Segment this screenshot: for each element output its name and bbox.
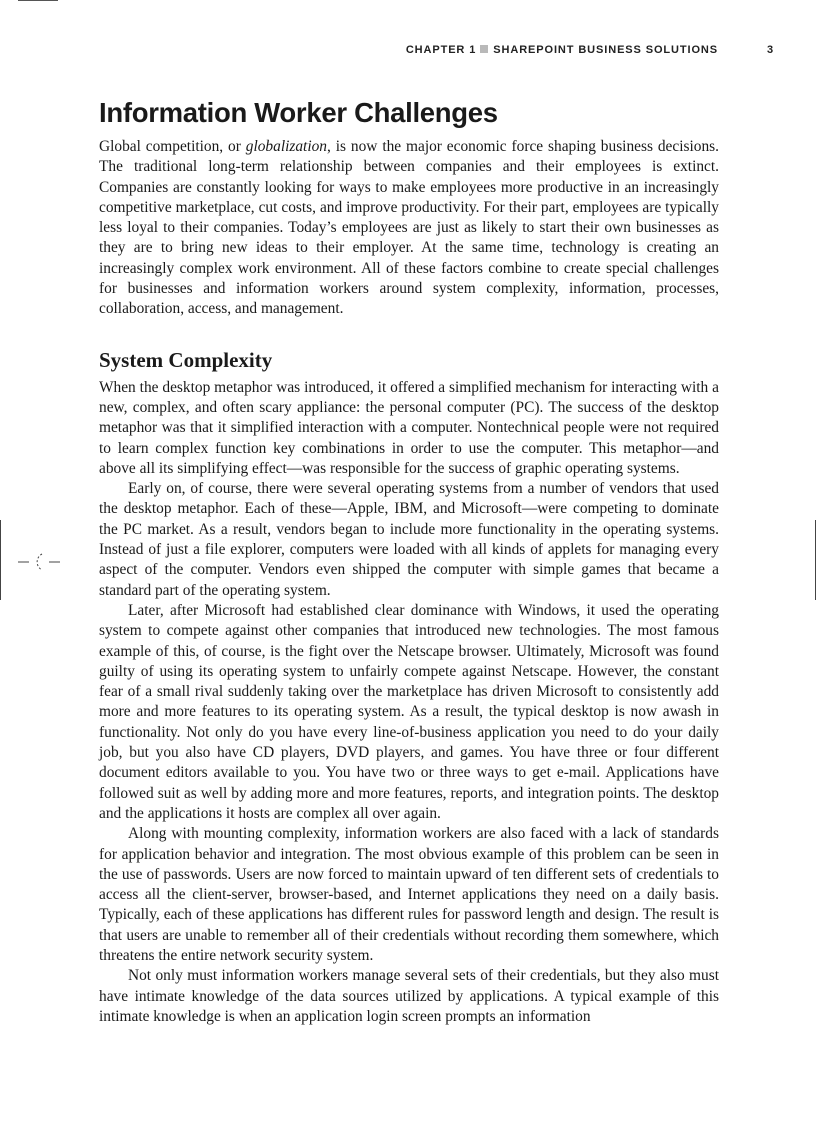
chapter-title: SHAREPOINT BUSINESS SOLUTIONS — [493, 44, 718, 56]
running-header — [99, 44, 774, 58]
header-separator-icon — [480, 45, 488, 53]
intro-paragraph — [99, 137, 719, 320]
intro-text-rest: , is now the major economic force shaping business decisions. The traditional long-term relationship between companies and their employees is extinct. Companies are constantly looking for ways to make employees more productive in an increasingly competitive marketplace, cut costs, and improve productivity. For their part, employees are typically less loyal to their companies. Today’s employees are just as likely to start their own businesses as they are to bring new ideas to their employer. At the same time, technology is creating an increasingly complex work environment. All of these factors combine to create special challenges for businesses and information workers around system complexity, information, processes, collaboration, access, and management. — [99, 138, 719, 318]
crop-mark-top — [18, 0, 58, 1]
intro-text-start: Global competition, or — [99, 138, 246, 155]
body-paragraph: Not only must information workers manage several sets of their credentials, but they also must have intimate knowledge of the data sources utilized by applications. A typical example of this intimate knowledge is when an application login screen prompts an information — [99, 967, 719, 1025]
section-heading: Information Worker Challenges — [99, 97, 498, 128]
page-number: 3 — [766, 44, 774, 56]
body-paragraph: Along with mounting complexity, information workers are also faced with a lack of standards for application behavior and integration. The most obvious example of this problem can be seen in the use of passwords. Users are now forced to maintain upward of ten different sets of credentials to access all the client-server, browser-based, and Internet applications they need on a daily basis. Typically, each of these applications has different rules for password length and design. The result is that users are unable to remember all of their credentials without recording them somewhere, which threatens the entire network security system. — [99, 825, 719, 964]
margin-rule-left — [0, 520, 1, 600]
registration-mark-icon — [18, 548, 60, 576]
subsection-heading: System Complexity — [99, 347, 273, 372]
body-paragraph: Later, after Microsoft had established clear dominance with Windows, it used the operating system to compete against other companies that introduced new technologies. The most famous example of this, of course, is the fight over the Netscape browser. Ultimately, Microsoft was found guilty of using its operating system to unfairly compete against Netscape. However, the constant fear of a small rival suddenly taking over the marketplace has driven Microsoft to consistently add more and more features to its operating system. As a result, the typical desktop is now awash in functionality. Not only do you have every line-of-business application you need to do your daily job, but you also have CD players, DVD players, and games. You have three or four different document editors available to you. You have two or three ways to get e-mail. Applications have followed suit as well by adding more and more features, reports, and integration points. The desktop and the applications it hosts are complex all over again. — [99, 601, 719, 822]
chapter-label: CHAPTER 1 — [405, 44, 477, 56]
body-paragraph: Early on, of course, there were several operating systems from a number of vendors that used the desktop metaphor. Each of these—Apple, IBM, and Microsoft—were competing to dominate the PC market. As a result, vendors began to include more functionality in the operating systems. Instead of just a file explorer, computers were loaded with all kinds of applets for managing every aspect of the computer. Vendors even shipped the computer with simple games that became a standard part of the operating system. — [99, 480, 719, 599]
page-content — [99, 96, 719, 1027]
running-header-text — [406, 44, 718, 56]
body-paragraph: When the desktop metaphor was introduced, it offered a simplified mechanism for interacting with a new, complex, and often scary appliance: the personal computer (PC). The success of the desktop metaphor was that it simplified interaction with a computer. Nontechnical people were not required to learn complex function key combinations in order to use the computer. This metaphor—and above all its simplifying effect—was responsible for the success of graphic operating systems. — [99, 378, 719, 477]
intro-emphasis: globalization — [245, 138, 328, 155]
